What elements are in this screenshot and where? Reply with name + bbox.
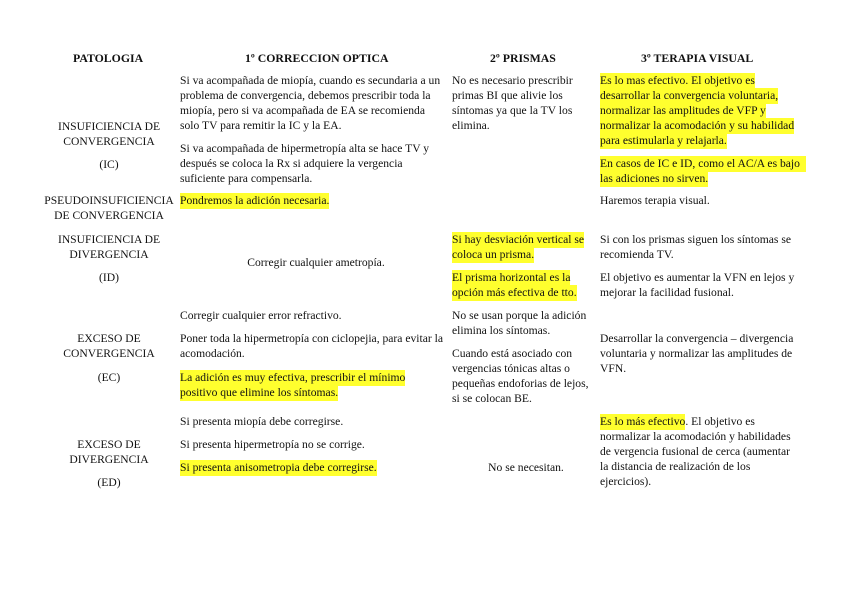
correction-text: suficiente para compensarla.: [180, 172, 313, 185]
therapy-text: normalizar la acomodación y habilidades: [600, 430, 791, 443]
prism-text: si se colocan BE.: [452, 392, 532, 405]
therapy-first-line: [600, 414, 755, 430]
prism-text-highlighted: opción más efectiva de tto.: [452, 286, 577, 299]
pathology-abbr: (EC): [97, 371, 121, 384]
therapy-text: VFN.: [600, 362, 627, 375]
therapy-text-highlighted: Es lo mas efectivo. El objetivo es: [600, 74, 755, 87]
therapy-text: El objetivo es aumentar la VFN en lejos y: [600, 271, 795, 284]
correction-text-highlighted: Pondremos la adición necesaria.: [180, 194, 330, 207]
prism-text: elimina los síntomas.: [452, 324, 551, 337]
prism-text: elimina.: [452, 119, 490, 132]
correction-text: después se coloca la Rx si adquiere la vergencia: [180, 157, 403, 170]
prism-text-highlighted: coloca un prisma.: [452, 248, 535, 261]
therapy-text-highlighted: Es lo más efectivo: [600, 415, 686, 428]
correction-text: Corregir cualquier ametropía.: [247, 256, 385, 269]
therapy-text: la distancia de realización de los: [600, 460, 751, 473]
prism-text: pequeñas endoforias de lejos,: [452, 377, 589, 390]
correction-text: Poner toda la hipermetropía con ciclopejia, para evitar la: [180, 332, 443, 345]
prism-text: Cuando está asociado con: [452, 347, 573, 360]
prism-text: No se usan porque la adición: [452, 309, 587, 322]
correction-text-highlighted: La adición es muy efectiva, prescribir el mínimo: [180, 371, 406, 384]
prism-text: primas BI que alivie los: [452, 89, 563, 102]
header-correccion-optica: 1º CORRECCION OPTICA: [245, 51, 389, 65]
correction-text: Si presenta miopía debe corregirse.: [180, 415, 344, 428]
therapy-text: Haremos terapia visual.: [600, 194, 710, 207]
prism-text: No es necesario prescribir: [452, 74, 573, 87]
correction-text: problema de convergencia, debemos prescribir toda la: [180, 89, 431, 102]
therapy-text-highlighted: para estimularla y relajarla.: [600, 134, 727, 147]
prism-text-highlighted: Si hay desviación vertical se: [452, 233, 584, 246]
therapy-text-highlighted: normalizar la acomodación y su habilidad: [600, 119, 795, 132]
pathology-name: CONVERGENCIA: [63, 135, 155, 148]
header-prismas: 2º PRISMAS: [490, 51, 556, 65]
therapy-text-highlighted: desarrollar la convergencia voluntaria,: [600, 89, 779, 102]
therapy-text-highlighted: En casos de IC e ID, como el AC/A es bajo: [600, 156, 806, 172]
correction-text-highlighted: positivo que elimine los síntomas.: [180, 386, 339, 399]
correction-text: acomodación.: [180, 347, 245, 360]
therapy-text: recomienda TV.: [600, 248, 674, 261]
correction-text: miopía, pero si va acompañada de EA se recomienda: [180, 104, 425, 117]
therapy-text-highlighted: las adiciones no sirven.: [600, 172, 709, 185]
pathology-name: INSUFICIENCIA DE: [57, 120, 161, 133]
pathology-abbr: (ED): [97, 476, 121, 489]
therapy-text: . El objetivo es: [685, 415, 755, 428]
therapy-text: ejercicios).: [600, 475, 652, 488]
header-patologia: PATOLOGIA: [73, 51, 144, 65]
pathology-name: EXCESO DE: [77, 438, 141, 451]
therapy-text-highlighted: normalizar las amplitudes de VFP y: [600, 104, 766, 117]
pathology-name: PSEUDOINSUFICIENCIA: [44, 194, 174, 207]
prism-text: No se necesitan.: [488, 461, 564, 474]
prism-text: síntomas ya que la TV los: [452, 104, 573, 117]
pathology-abbr: (IC): [99, 158, 119, 171]
prism-text: vergencias tónicas altas o: [452, 362, 570, 375]
correction-text-highlighted: Si presenta anisometropia debe corregirse.: [180, 461, 377, 474]
pathology-name: DIVERGENCIA: [69, 453, 149, 466]
therapy-text: voluntaria y normalizar las amplitudes de: [600, 347, 793, 360]
correction-text: solo TV para remitir la IC y la EA.: [180, 119, 342, 132]
prism-text-highlighted: El prisma horizontal es la: [452, 271, 571, 284]
correction-text: Si va acompañada de hipermetropía alta se hace TV y: [180, 142, 430, 155]
pathology-abbr: (ID): [99, 271, 119, 284]
pathology-name: INSUFICIENCIA DE: [57, 233, 161, 246]
therapy-text: mejorar la facilidad fusional.: [600, 286, 734, 299]
pathology-name: DIVERGENCIA: [69, 248, 149, 261]
therapy-text: Si con los prismas siguen los síntomas se: [600, 233, 791, 246]
header-terapia-visual: 3º TERAPIA VISUAL: [641, 51, 754, 65]
correction-text: Si presenta hipermetropía no se corrige.: [180, 438, 365, 451]
correction-text: Corregir cualquier error refractivo.: [180, 309, 342, 322]
pathology-name: DE CONVERGENCIA: [54, 209, 164, 222]
therapy-text: Desarrollar la convergencia – divergencia: [600, 332, 794, 345]
pathology-name: CONVERGENCIA: [63, 347, 155, 360]
therapy-text: de vergencia fusional de cerca (aumentar: [600, 445, 791, 458]
correction-text: Si va acompañada de miopía, cuando es secundaria a un: [180, 74, 441, 87]
pathology-name: EXCESO DE: [77, 332, 141, 345]
